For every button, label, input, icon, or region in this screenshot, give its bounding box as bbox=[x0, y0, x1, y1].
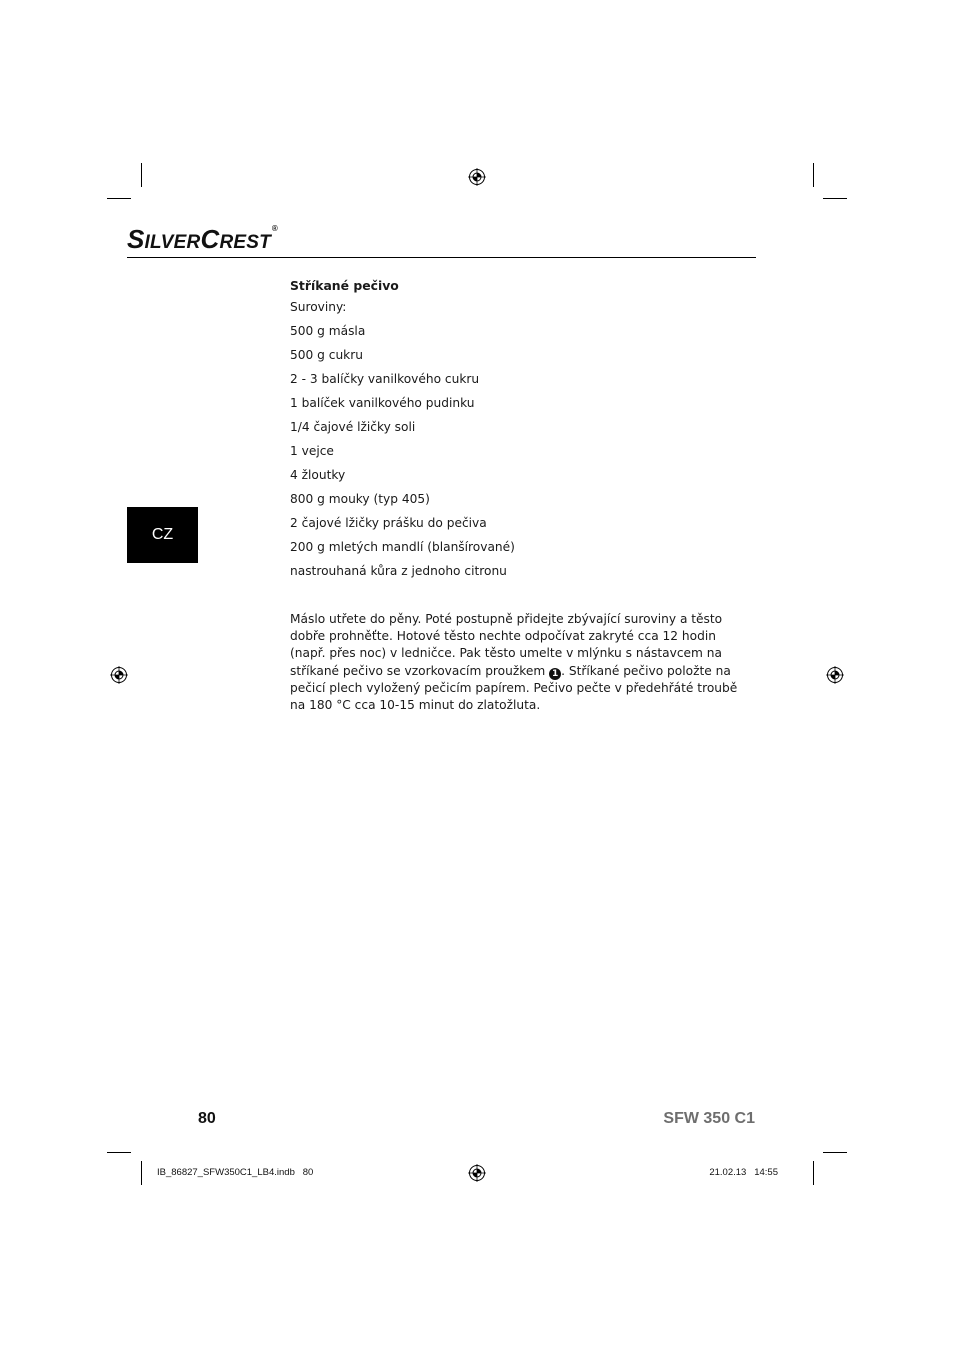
registration-mark-left-icon bbox=[110, 666, 128, 684]
crop-mark-top-right-vertical bbox=[813, 163, 814, 187]
crop-mark-bottom-right-vertical bbox=[813, 1161, 814, 1185]
ingredient-item: 800 g mouky (typ 405) bbox=[290, 492, 430, 506]
crop-mark-bottom-left-vertical bbox=[141, 1161, 142, 1185]
registration-mark-right-icon bbox=[826, 666, 844, 684]
recipe-content bbox=[290, 277, 740, 714]
ingredient-item: 500 g másla bbox=[290, 324, 366, 338]
crop-mark-top-right-horizontal bbox=[823, 198, 847, 199]
ingredient-item: 500 g cukru bbox=[290, 348, 363, 362]
slug-file: IB_86827_SFW350C1_LB4.indb 80 bbox=[157, 1167, 314, 1178]
crop-mark-top-left-horizontal bbox=[107, 198, 131, 199]
ingredients-list bbox=[290, 323, 740, 580]
ingredients-heading: Suroviny: bbox=[290, 300, 347, 314]
recipe-title: Stříkané pečivo bbox=[290, 278, 399, 293]
registration-mark-top-icon bbox=[468, 168, 486, 186]
language-tab: CZ bbox=[127, 507, 198, 563]
page-number: 80 bbox=[198, 1110, 216, 1127]
ingredient-item: 2 čajové lžičky prášku do pečiva bbox=[290, 516, 487, 530]
figure-reference-badge: 1 bbox=[549, 668, 561, 680]
ingredient-item: 2 - 3 balíčky vanilkového cukru bbox=[290, 372, 480, 386]
crop-mark-bottom-left-horizontal bbox=[107, 1152, 131, 1153]
method-text-part2: . Stříkané pečivo položte na pečicí plech vyložený pečicím papírem. Pečivo pečte v předehřáté troubě na 180 °C cca 10-15 minut do zlatožluta. bbox=[290, 663, 738, 713]
header-rule bbox=[127, 257, 756, 258]
crop-mark-bottom-right-horizontal bbox=[823, 1152, 847, 1153]
model-number: SFW 350 C1 bbox=[663, 1110, 755, 1127]
ingredient-item: 1 balíček vanilkového pudinku bbox=[290, 396, 475, 410]
method-text-part1: Máslo utřete do pěny. Poté postupně přidejte zbývající suroviny a těsto dobře prohněťte. Hotové těsto nechte odpočívat zakryté cca 12 hodin (např. přes noc) v ledničce. Pak těsto umelte v mlýnku s nástavcem na stříkané pečivo se vzorkovacím proužkem bbox=[290, 612, 723, 678]
slug-datetime: 21.02.13 14:55 bbox=[709, 1167, 778, 1178]
ingredient-item: nastrouhaná kůra z jednoho citronu bbox=[290, 564, 507, 578]
ingredient-item: 200 g mletých mandlí (blanšírované) bbox=[290, 540, 515, 554]
method-paragraph bbox=[290, 611, 740, 714]
crop-mark-top-left-vertical bbox=[141, 163, 142, 187]
silvercrest-logo: SILVERCREST® bbox=[127, 224, 279, 254]
ingredient-item: 4 žloutky bbox=[290, 468, 346, 482]
ingredient-item: 1 vejce bbox=[290, 444, 334, 458]
ingredient-item: 1/4 čajové lžičky soli bbox=[290, 420, 416, 434]
registration-mark-bottom-icon bbox=[468, 1164, 486, 1182]
